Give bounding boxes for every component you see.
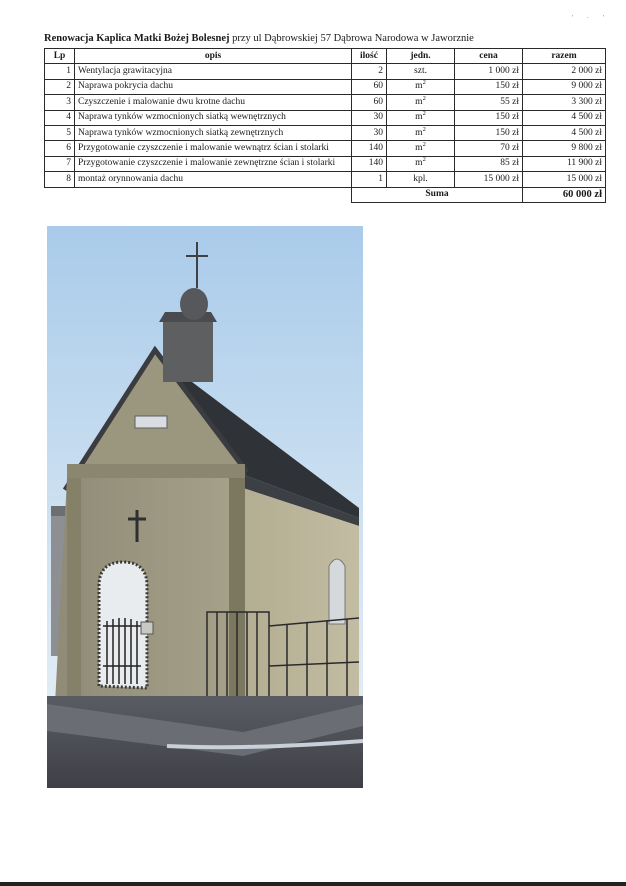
cell-jedn [387, 156, 455, 171]
cell-ilosc-text: 60 [373, 96, 383, 107]
cell-razem [523, 172, 606, 187]
cell-ilosc [352, 156, 387, 171]
cornice [67, 464, 245, 478]
sum-spacer [45, 187, 352, 202]
cell-lp-text: 1 [66, 66, 71, 77]
cell-cena [455, 156, 523, 171]
cell-razem-text: 2 000 zł [571, 66, 602, 77]
chapel-photo [47, 226, 363, 788]
header-ilosc: ilość [352, 49, 387, 64]
cell-cena-text: 70 zł [500, 143, 519, 154]
cell-razem [523, 64, 606, 79]
title-rest: przy ul Dąbrowskiej 57 Dąbrowa Narodowa w Jaworznie [229, 33, 474, 44]
cell-cena [455, 64, 523, 79]
cell-opis [75, 95, 352, 110]
cell-cena-text: 15 000 zł [483, 173, 519, 184]
cell-opis [75, 110, 352, 125]
header-razem: razem [523, 49, 606, 64]
cell-cena [455, 125, 523, 140]
cell-opis-text: Przygotowanie czyszczenie i malowanie wewnątrz ścian i stolarki [78, 143, 329, 154]
cell-opis [75, 64, 352, 79]
table-row [45, 141, 606, 156]
cell-opis [75, 156, 352, 171]
cell-opis [75, 79, 352, 94]
cell-ilosc [352, 110, 387, 125]
table-header-row [45, 49, 606, 64]
cell-cena [455, 172, 523, 187]
unit-exponent: 2 [422, 125, 426, 133]
cell-cena-text: 1 000 zł [488, 66, 519, 77]
unit-exponent: 2 [422, 156, 426, 164]
side-window [329, 559, 345, 624]
cell-ilosc-text: 60 [373, 81, 383, 92]
table-row [45, 79, 606, 94]
cell-razem [523, 95, 606, 110]
header-opis: opis [75, 49, 352, 64]
table-row [45, 110, 606, 125]
cell-razem [523, 141, 606, 156]
cell-cena-text: 85 zł [500, 158, 519, 169]
cell-cena [455, 141, 523, 156]
cost-table [44, 48, 606, 203]
cell-opis-text: Naprawa tynków wzmocnionych siatką wewnętrznych [78, 112, 286, 123]
scan-edge [0, 882, 626, 886]
cell-lp-text: 2 [66, 81, 71, 92]
cell-opis-text: Naprawa tynków wzmocnionych siatką zewnętrznych [78, 127, 284, 138]
sum-row [45, 187, 606, 202]
cell-jedn-text: szt. [414, 66, 427, 77]
cell-lp-text: 3 [66, 96, 71, 107]
cell-opis-text: montaż orynnowania dachu [78, 173, 183, 184]
cell-ilosc-text: 140 [368, 143, 383, 154]
cell-lp-text: 7 [66, 158, 71, 169]
table-row [45, 156, 606, 171]
document-title [44, 33, 574, 44]
cell-jedn-text: m [415, 96, 423, 107]
cell-jedn [387, 141, 455, 156]
header-lp: Lp [45, 49, 75, 64]
cell-jedn-text: m [415, 143, 423, 154]
cell-opis-text: Przygotowanie czyszczenie i malowanie zewnętrzne ścian i stolarki [78, 158, 336, 169]
cell-lp-text: 6 [66, 143, 71, 154]
table-row [45, 64, 606, 79]
cell-jedn-text: m [415, 81, 423, 92]
cell-ilosc-text: 1 [378, 173, 383, 184]
cell-ilosc-text: 2 [378, 66, 383, 77]
cell-opis [75, 172, 352, 187]
table-row [45, 95, 606, 110]
cell-opis-text: Wentylacja grawitacyjna [78, 66, 172, 77]
cell-jedn [387, 79, 455, 94]
cell-ilosc-text: 140 [368, 158, 383, 169]
cell-razem-text: 4 500 zł [571, 127, 602, 138]
lantern [141, 622, 153, 634]
cell-razem [523, 125, 606, 140]
cell-ilosc [352, 64, 387, 79]
cell-jedn-text: m [415, 112, 423, 123]
cell-ilosc [352, 172, 387, 187]
cell-cena-text: 55 zł [500, 96, 519, 107]
cell-lp-text: 5 [66, 127, 71, 138]
cell-ilosc [352, 79, 387, 94]
cell-razem-text: 4 500 zł [571, 112, 602, 123]
cell-razem [523, 110, 606, 125]
cell-cena-text: 150 zł [495, 112, 519, 123]
cell-jedn [387, 64, 455, 79]
cell-jedn-text: m [415, 127, 423, 138]
cell-lp [45, 64, 75, 79]
cell-opis-text: Naprawa pokrycia dachu [78, 81, 173, 92]
cell-lp-text: 4 [66, 112, 71, 123]
cell-razem-text: 15 000 zł [566, 173, 602, 184]
cell-lp [45, 95, 75, 110]
cell-razem-text: 9 800 zł [571, 143, 602, 154]
cell-ilosc [352, 125, 387, 140]
unit-exponent: 2 [422, 79, 426, 87]
table-body [45, 64, 606, 187]
sum-label: Suma [352, 187, 523, 202]
arched-doorway [99, 562, 147, 688]
sum-value: 60 000 zł [523, 187, 606, 202]
cell-razem-text: 11 900 zł [566, 158, 602, 169]
cell-cena-text: 150 zł [495, 127, 519, 138]
unit-exponent: 2 [422, 140, 426, 148]
cell-jedn [387, 95, 455, 110]
cell-razem-text: 3 300 zł [571, 96, 602, 107]
name-plaque [135, 416, 167, 428]
cell-lp [45, 79, 75, 94]
cell-ilosc [352, 95, 387, 110]
cell-lp-text: 8 [66, 173, 71, 184]
cell-lp [45, 110, 75, 125]
cell-ilosc-text: 30 [373, 112, 383, 123]
cell-razem [523, 156, 606, 171]
tower-dome [180, 288, 208, 320]
cell-opis-text: Czyszczenie i malowanie dwu krotne dachu [78, 96, 245, 107]
title-bold: Renowacja Kaplica Matki Bożej Bolesnej [44, 33, 230, 44]
scan-marks: ' · ' [571, 14, 610, 22]
cell-opis [75, 141, 352, 156]
table-row [45, 125, 606, 140]
cell-razem-text: 9 000 zł [571, 81, 602, 92]
unit-exponent: 2 [422, 110, 426, 118]
cell-cena [455, 95, 523, 110]
cell-opis [75, 125, 352, 140]
cell-jedn-text: m [415, 158, 423, 169]
pilaster-left [67, 478, 81, 706]
table-row [45, 172, 606, 187]
cell-cena [455, 110, 523, 125]
cell-ilosc [352, 141, 387, 156]
cell-cena [455, 79, 523, 94]
cell-lp [45, 156, 75, 171]
cell-lp [45, 141, 75, 156]
cell-razem [523, 79, 606, 94]
header-jedn: jedn. [387, 49, 455, 64]
cell-ilosc-text: 30 [373, 127, 383, 138]
cell-lp [45, 172, 75, 187]
bell-tower [163, 322, 213, 382]
cell-jedn [387, 110, 455, 125]
cell-jedn [387, 172, 455, 187]
cell-cena-text: 150 zł [495, 81, 519, 92]
cell-jedn-text: kpl. [413, 173, 428, 184]
cell-jedn [387, 125, 455, 140]
cell-lp [45, 125, 75, 140]
unit-exponent: 2 [422, 94, 426, 102]
header-cena: cena [455, 49, 523, 64]
